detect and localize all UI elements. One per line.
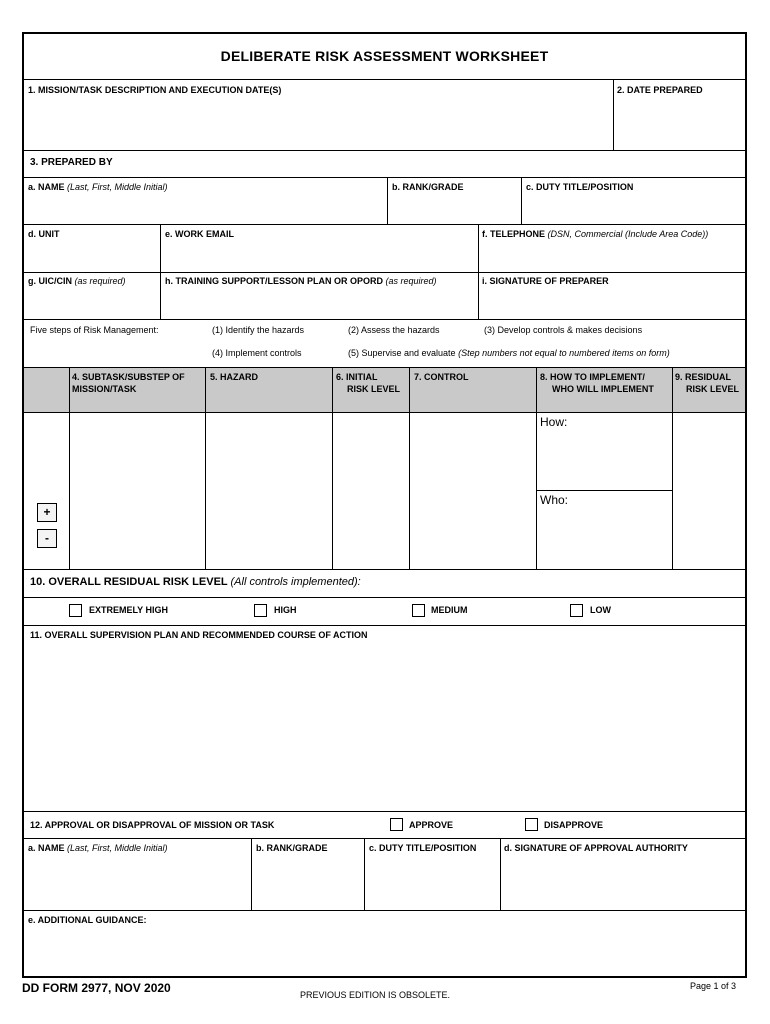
high-label: HIGH (274, 605, 297, 615)
step-3: (3) Develop controls & makes decisions (484, 325, 643, 335)
remove-row-button[interactable]: - (37, 529, 57, 548)
who-label: Who: (540, 493, 569, 507)
prepared-name-label: a. NAME (Last, First, Middle Initial) (28, 182, 168, 192)
low-checkbox[interactable] (570, 604, 583, 617)
divider (24, 367, 745, 368)
training-support-label: h. TRAINING SUPPORT/LESSON PLAN OR OPORD (as required) (165, 276, 437, 286)
form-id: DD FORM 2977, NOV 2020 (22, 981, 171, 995)
col-control-header: 7. CONTROL (414, 372, 469, 382)
page-number: Page 1 of 3 (690, 981, 737, 991)
col-how-who-header: 8. HOW TO IMPLEMENT/ WHO WILL IMPLEMENT (540, 372, 654, 394)
prepared-name-input[interactable] (26, 194, 384, 223)
divider (332, 367, 333, 569)
unit-label: d. UNIT (28, 229, 60, 239)
how-label: How: (540, 415, 568, 429)
extremely-high-checkbox[interactable] (69, 604, 82, 617)
divider (24, 910, 745, 911)
preparer-signature-field[interactable] (480, 288, 743, 317)
approver-duty-label: c. DUTY TITLE/POSITION (369, 843, 477, 853)
approve-checkbox[interactable] (390, 818, 403, 831)
divider (24, 597, 745, 598)
control-input[interactable] (411, 414, 535, 568)
mission-task-label: 1. MISSION/TASK DESCRIPTION AND EXECUTION DATE(S) (28, 85, 282, 95)
divider (24, 569, 745, 570)
form-title: DELIBERATE RISK ASSESSMENT WORKSHEET (220, 48, 549, 64)
risk-assessment-form (22, 32, 747, 978)
col-residual-risk-header: 9. RESIDUAL RISK LEVEL (675, 372, 740, 394)
low-label: LOW (590, 605, 611, 615)
how-input[interactable] (538, 430, 671, 488)
approval-signature-field[interactable] (502, 855, 743, 908)
divider (24, 177, 745, 178)
col-initial-risk-header: 6. INITIAL RISK LEVEL (336, 372, 401, 394)
prepared-by-label: 3. PREPARED BY (30, 157, 113, 168)
uic-cin-input[interactable] (26, 288, 158, 317)
approver-name-label: a. NAME (Last, First, Middle Initial) (28, 843, 168, 853)
medium-checkbox[interactable] (412, 604, 425, 617)
divider (160, 272, 161, 319)
date-prepared-label: 2. DATE PREPARED (617, 85, 703, 95)
training-support-input[interactable] (162, 288, 476, 317)
residual-risk-input[interactable] (674, 414, 744, 568)
divider (24, 150, 745, 151)
approval-label: 12. APPROVAL OR DISAPPROVAL OF MISSION OR TASK (30, 820, 275, 830)
prepared-rank-label: b. RANK/GRADE (392, 182, 464, 192)
divider (24, 224, 745, 225)
divider (364, 838, 365, 910)
telephone-label: f. TELEPHONE (DSN, Commercial (Include Area Code)) (482, 229, 709, 239)
work-email-input[interactable] (162, 241, 476, 270)
divider (24, 412, 745, 413)
subtask-input[interactable] (71, 414, 204, 568)
supervision-plan-input[interactable] (26, 644, 743, 809)
prepared-rank-input[interactable] (389, 194, 519, 223)
work-email-label: e. WORK EMAIL (165, 229, 234, 239)
prepared-duty-input[interactable] (524, 194, 743, 223)
divider (24, 811, 745, 812)
divider (613, 79, 614, 150)
edition-note: PREVIOUS EDITION IS OBSOLETE. (300, 990, 451, 1000)
additional-guidance-label: e. ADDITIONAL GUIDANCE: (28, 915, 147, 925)
divider (409, 367, 410, 569)
divider (387, 177, 388, 224)
divider (69, 367, 70, 569)
approver-rank-input[interactable] (253, 855, 364, 908)
steps-intro: Five steps of Risk Management: (30, 325, 159, 335)
approval-signature-label: d. SIGNATURE OF APPROVAL AUTHORITY (504, 843, 688, 853)
uic-cin-label: g. UIC/CIN (as required) (28, 276, 126, 286)
initial-risk-input[interactable] (334, 414, 408, 568)
divider (24, 625, 745, 626)
divider (521, 177, 522, 224)
unit-input[interactable] (26, 241, 158, 270)
divider (24, 319, 745, 320)
add-row-button[interactable]: + (37, 503, 57, 522)
divider (24, 272, 745, 273)
hazard-input[interactable] (207, 414, 331, 568)
prepared-duty-label: c. DUTY TITLE/POSITION (526, 182, 634, 192)
mission-task-input[interactable] (26, 98, 611, 148)
supervision-plan-label: 11. OVERALL SUPERVISION PLAN AND RECOMMENDED COURSE OF ACTION (30, 630, 368, 640)
col-hazard-header: 5. HAZARD (210, 372, 259, 382)
divider (160, 224, 161, 272)
approver-duty-input[interactable] (366, 855, 499, 908)
medium-label: MEDIUM (431, 605, 468, 615)
divider (500, 838, 501, 910)
step-1: (1) Identify the hazards (212, 325, 305, 335)
step-4: (4) Implement controls (212, 348, 302, 358)
extremely-high-label: EXTREMELY HIGH (89, 605, 169, 615)
disapprove-label: DISAPPROVE (544, 820, 604, 830)
divider (536, 490, 672, 491)
divider (672, 367, 673, 569)
additional-guidance-input[interactable] (26, 927, 743, 976)
disapprove-checkbox[interactable] (525, 818, 538, 831)
approver-rank-label: b. RANK/GRADE (256, 843, 328, 853)
divider (24, 838, 745, 839)
divider (205, 367, 206, 569)
divider (251, 838, 252, 910)
col-subtask-header: 4. SUBTASK/SUBSTEP OF MISSION/TASK (72, 372, 185, 394)
step-2: (2) Assess the hazards (348, 325, 440, 335)
date-prepared-input[interactable] (616, 98, 742, 148)
who-input[interactable] (538, 508, 671, 568)
approve-label: APPROVE (409, 820, 454, 830)
telephone-input[interactable] (480, 241, 743, 270)
step-5: (5) Supervise and evaluate (Step numbers not equal to numbered items on form) (348, 348, 670, 358)
preparer-signature-label: i. SIGNATURE OF PREPARER (482, 276, 609, 286)
divider (24, 79, 745, 80)
high-checkbox[interactable] (254, 604, 267, 617)
divider (536, 367, 537, 569)
approver-name-input[interactable] (26, 855, 249, 908)
residual-risk-label: 10. OVERALL RESIDUAL RISK LEVEL (All controls implemented): (30, 576, 361, 588)
